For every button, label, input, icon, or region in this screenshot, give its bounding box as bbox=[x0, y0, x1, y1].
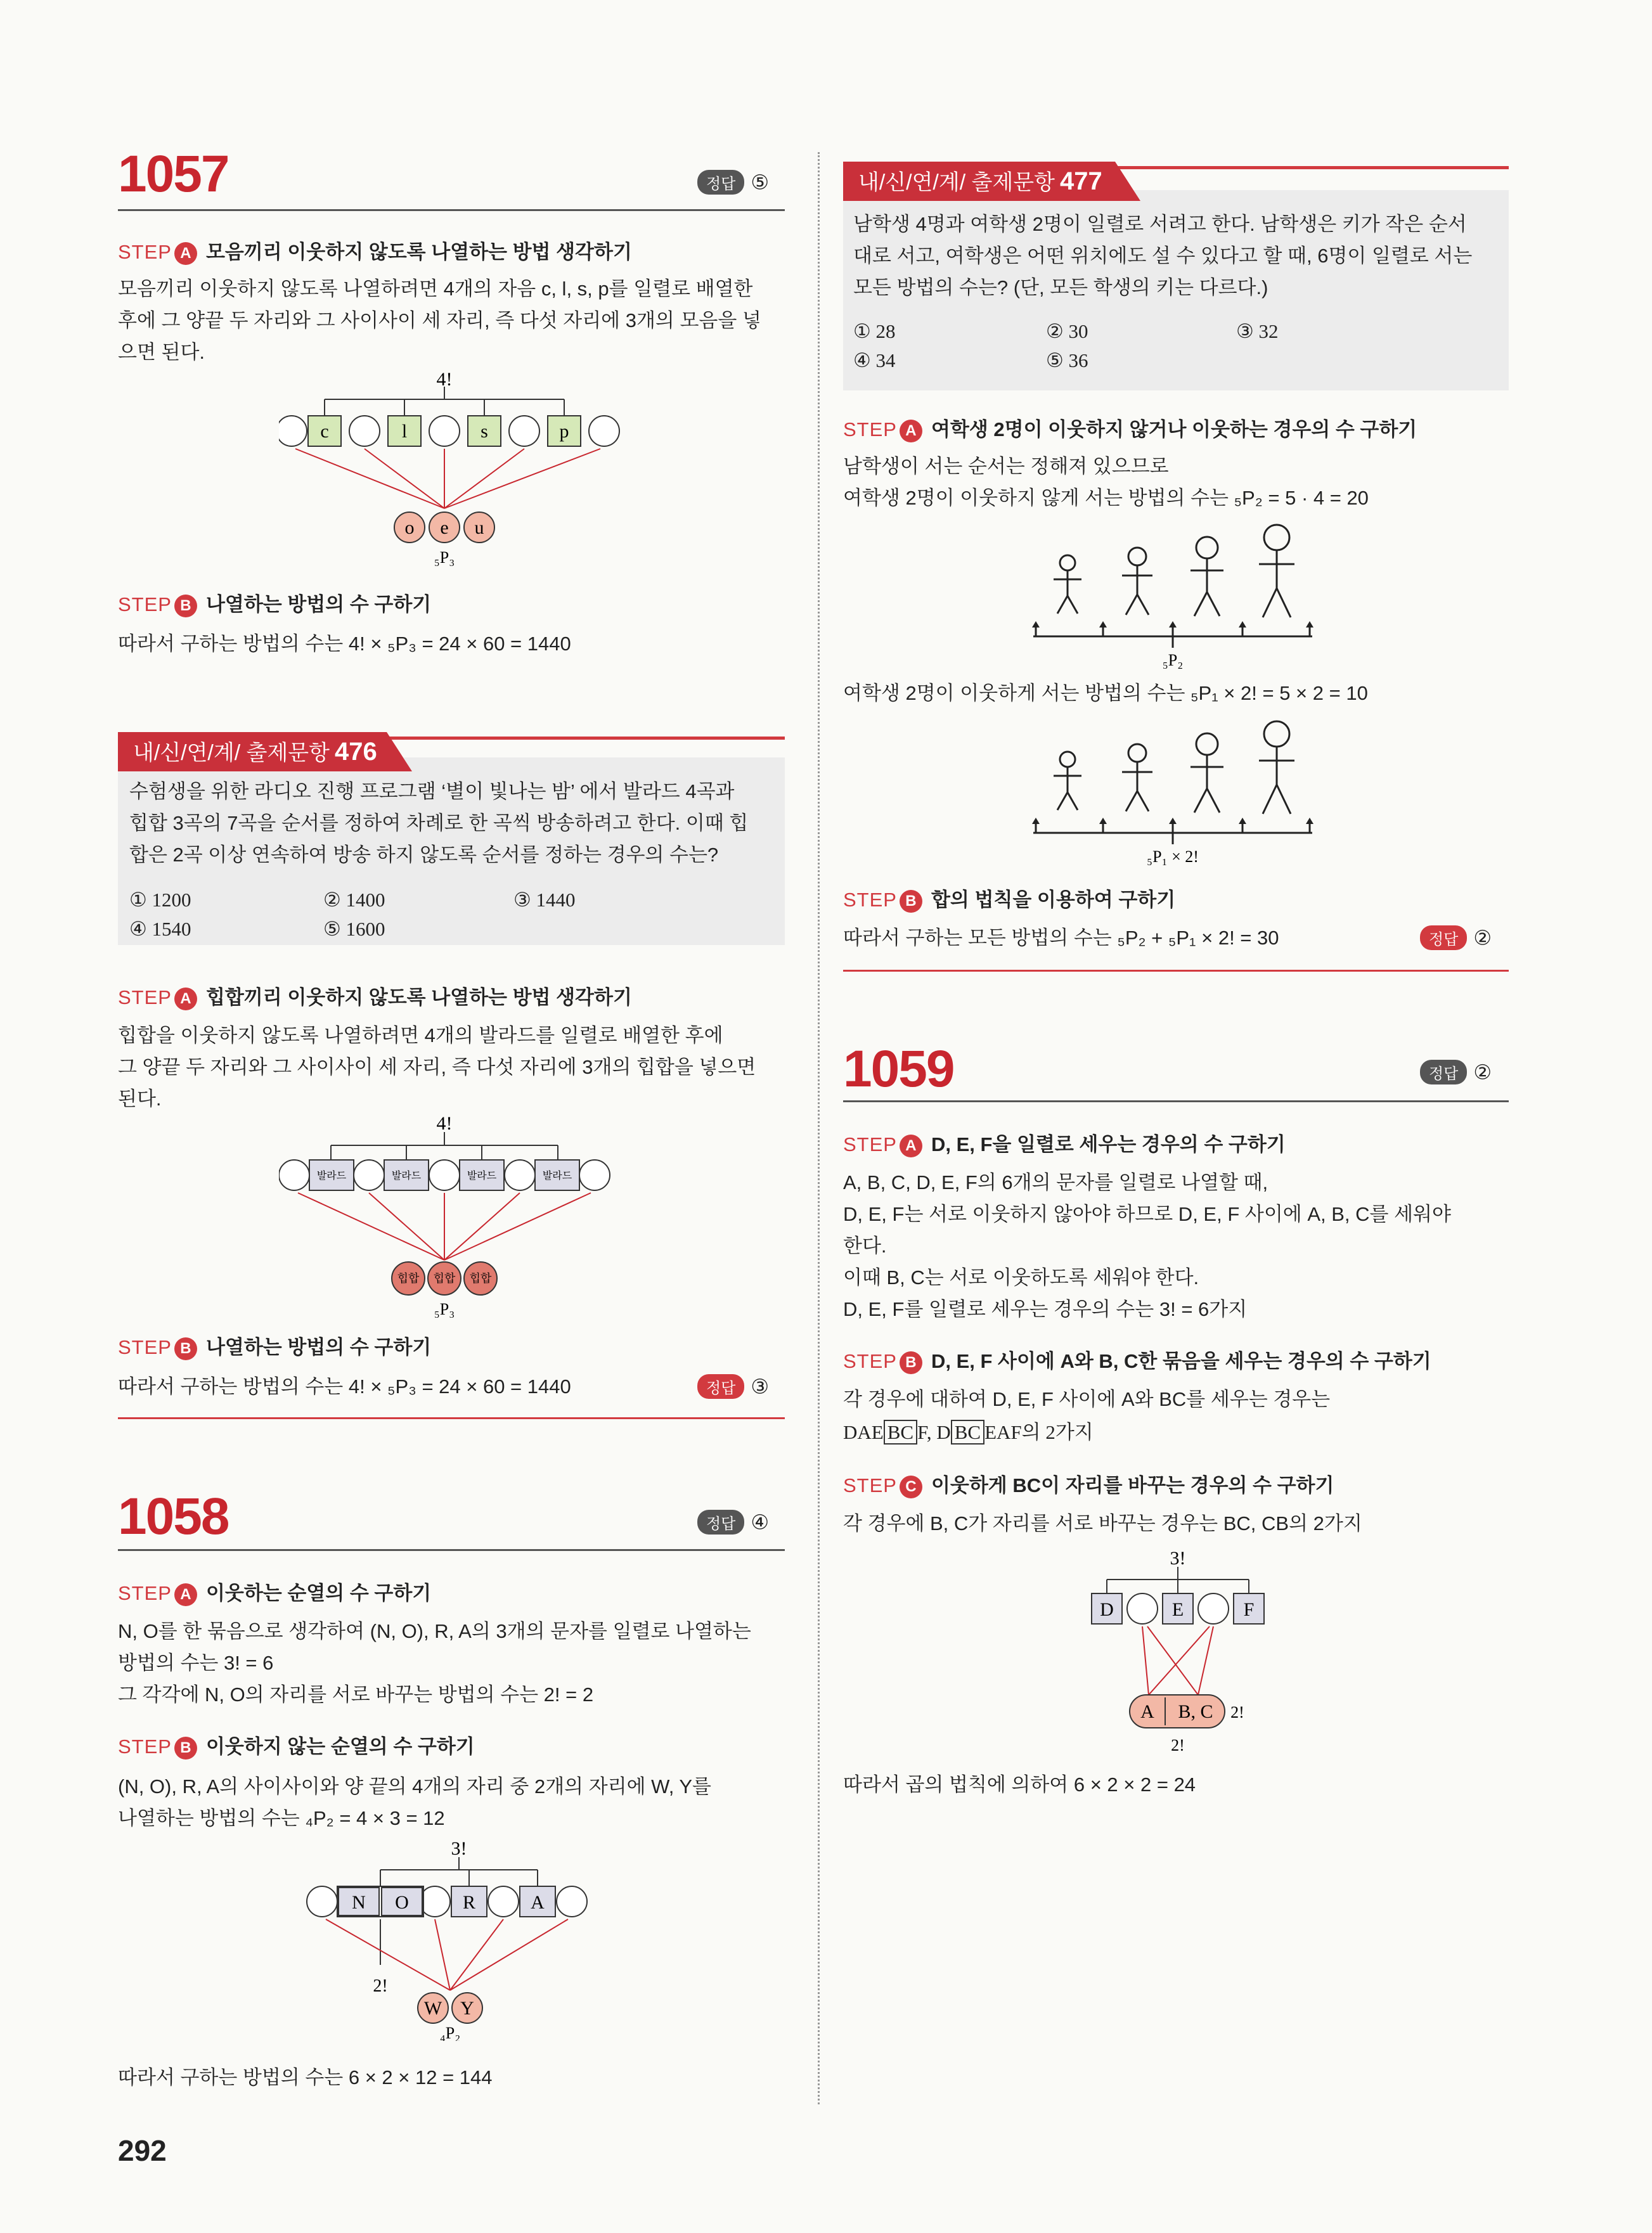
ballad-label: 발라드 bbox=[542, 1171, 572, 1181]
body-line: 모음끼리 이웃하지 않도록 나열하려면 4개의 자음 c, l, s, p를 일렬로 배열한 bbox=[118, 278, 753, 300]
step-b-heading: STEP B 나열하는 방법의 수 구하기 bbox=[118, 1331, 431, 1360]
choice-4: ④ 34 bbox=[853, 349, 896, 371]
answer-value: ⑤ bbox=[751, 171, 770, 194]
step-b-heading: STEP B 나열하는 방법의 수 구하기 bbox=[118, 588, 431, 617]
body-line: 그 각각에 N, O의 자리를 서로 바꾸는 방법의 수는 2! = 2 bbox=[118, 1683, 594, 1706]
factorial-label: 4! bbox=[436, 369, 453, 390]
result-line: 따라서 구하는 방법의 수는 4! × ₅P₃ = 24 × 60 = 1440 bbox=[118, 1375, 571, 1398]
ballad-label: 발라드 bbox=[316, 1171, 347, 1181]
ballad-label: 발라드 bbox=[467, 1171, 497, 1181]
result-line: 따라서 구하는 방법의 수는 6 × 2 × 12 = 144 bbox=[118, 2066, 493, 2088]
diagram-476 bbox=[279, 1110, 634, 1326]
answer-badge-1059: 정답 ② bbox=[1420, 1060, 1492, 1084]
choice-5: ⑤ 36 bbox=[1046, 349, 1088, 371]
step-a-heading: STEP A D, E, F을 일렬로 세우는 경우의 수 구하기 bbox=[843, 1128, 1286, 1157]
choice-3: ③ 32 bbox=[1236, 320, 1279, 342]
section-divider bbox=[118, 1417, 785, 1419]
permutation-label: ₅P₃ bbox=[434, 548, 455, 567]
consonant-s: s bbox=[481, 421, 488, 442]
hiphop-label: 힙합 bbox=[433, 1272, 456, 1285]
body-line: 여학생 2명이 이웃하게 서는 방법의 수는 ₅P₁ × 2! = 5 × 2 = 10 bbox=[843, 682, 1368, 704]
hiphop-label: 힙합 bbox=[397, 1272, 420, 1285]
figure-label: ₅P₂ bbox=[1162, 651, 1184, 669]
answer-badge-1058: 정답 ④ bbox=[697, 1510, 769, 1535]
letter-r: R bbox=[462, 1892, 476, 1913]
figure-nonadjacent bbox=[1027, 513, 1331, 678]
factorial-label: 3! bbox=[1170, 1548, 1186, 1569]
choice-2: ② 30 bbox=[1046, 320, 1088, 342]
letter-a: A bbox=[1140, 1701, 1154, 1722]
bc-box: BC bbox=[884, 1420, 917, 1445]
step-b-heading: STEP B 합의 법칙을 이용하여 구하기 bbox=[843, 884, 1175, 913]
letter-a: A bbox=[531, 1892, 545, 1913]
body-line: 으면 된다. bbox=[118, 341, 205, 363]
body-line: A, B, C, D, E, F의 6개의 문자를 일렬로 나열할 때, bbox=[843, 1171, 1268, 1194]
step-b-heading: STEP B 이웃하지 않는 순열의 수 구하기 bbox=[118, 1730, 475, 1760]
choice-3: ③ 1440 bbox=[513, 889, 576, 911]
letter-e: E bbox=[1171, 1599, 1184, 1620]
divider bbox=[118, 1549, 785, 1551]
body-line: 각 경우에 대하여 D, E, F 사이에 A와 BC를 세우는 경우는 bbox=[843, 1388, 1331, 1410]
step-a-heading: STEP A 모음끼리 이웃하지 않도록 나열하는 방법 생각하기 bbox=[118, 236, 632, 265]
body-line-arrangements: DAE BC F, D BC EAF의 2가지 bbox=[843, 1421, 1094, 1443]
swap-label: 2! bbox=[1230, 1703, 1244, 1721]
letter-w: W bbox=[423, 1998, 442, 2019]
letter-bc: B, C bbox=[1178, 1701, 1213, 1722]
letter-d: D bbox=[1100, 1599, 1114, 1620]
body-line: D, E, F를 일렬로 세우는 경우의 수는 3! = 6가지 bbox=[843, 1298, 1248, 1320]
step-a-heading: STEP A 여학생 2명이 이웃하지 않거나 이웃하는 경우의 수 구하기 bbox=[843, 413, 1417, 442]
letter-y: Y bbox=[460, 1998, 474, 2019]
diagram-1057 bbox=[279, 368, 634, 570]
choice-2: ② 1400 bbox=[323, 889, 385, 911]
vowel-e: e bbox=[440, 517, 449, 538]
consonant-p: p bbox=[559, 421, 569, 442]
question-line: 대로 서고, 여학생은 어떤 위치에도 설 수 있다고 할 때, 6명이 일렬로 서는 bbox=[853, 245, 1473, 267]
choice-5: ⑤ 1600 bbox=[323, 918, 385, 940]
divider bbox=[118, 209, 785, 211]
arrangement-label: 2! bbox=[1171, 1736, 1185, 1754]
answer-label: 정답 bbox=[697, 170, 744, 195]
factorial-label: 4! bbox=[436, 1113, 453, 1134]
permutation-label: ₅P₃ bbox=[434, 1300, 455, 1318]
result-line: 따라서 구하는 모든 방법의 수는 ₅P₂ + ₅P₁ × 2! = 30 bbox=[843, 927, 1279, 949]
bc-box: BC bbox=[951, 1420, 984, 1445]
body-line: 각 경우에 B, C가 자리를 서로 바꾸는 경우는 BC, CB의 2가지 bbox=[843, 1512, 1362, 1535]
banner-477: 내/신/연/계/ 출제문항 477 bbox=[843, 162, 1115, 201]
body-line: 남학생이 서는 순서는 정해져 있으므로 bbox=[843, 455, 1169, 477]
step-c-heading: STEP C 이웃하게 BC이 자리를 바꾸는 경우의 수 구하기 bbox=[843, 1469, 1334, 1498]
letter-n: N bbox=[352, 1892, 366, 1913]
letter-f: F bbox=[1243, 1599, 1255, 1620]
banner-476: 내/신/연/계/ 출제문항 476 bbox=[118, 732, 387, 771]
body-line: 한다. bbox=[843, 1235, 887, 1257]
body-line: N, O를 한 묶음으로 생각하여 (N, O), R, A의 3개의 문자를 일렬로 나열하는 bbox=[118, 1620, 751, 1642]
body-line: 이때 B, C는 서로 이웃하도록 세워야 한다. bbox=[843, 1266, 1199, 1289]
question-line: 합은 2곡 이상 연속하여 방송 하지 않도록 순서를 정하는 경우의 수는? bbox=[129, 844, 719, 866]
choice-4: ④ 1540 bbox=[129, 918, 191, 940]
step-a-heading: STEP A 이웃하는 순열의 수 구하기 bbox=[118, 1577, 431, 1606]
body-line: 힙합을 이웃하지 않도록 나열하려면 4개의 발라드를 일렬로 배열한 후에 bbox=[118, 1024, 723, 1046]
step-b-heading: STEP B D, E, F 사이에 A와 B, C한 묶음을 세우는 경우의 수 구하기 bbox=[843, 1345, 1431, 1374]
question-line: 힙합 3곡의 7곡을 순서를 정하여 차례로 한 곡씩 방송하려고 한다. 이때 힙 bbox=[129, 812, 749, 834]
answer-badge-477: 정답 ② bbox=[1420, 925, 1492, 950]
choice-1: ① 28 bbox=[853, 320, 896, 342]
question-line: 모든 방법의 수는? (단, 모든 학생의 키는 다르다.) bbox=[853, 276, 1268, 299]
body-line: 그 양끝 두 자리와 그 사이사이 세 자리, 즉 다섯 자리에 3개의 힙합을 넣으면 bbox=[118, 1056, 756, 1078]
factorial-label: 3! bbox=[451, 1838, 467, 1859]
answer-badge-1057 bbox=[697, 170, 769, 195]
choice-1: ① 1200 bbox=[129, 889, 191, 911]
body-line: D, E, F는 서로 이웃하지 않아야 하므로 D, E, F 사이에 A, B, C를 세워야 bbox=[843, 1203, 1451, 1225]
problem-number-1059: 1059 bbox=[843, 1040, 954, 1098]
hiphop-label: 힙합 bbox=[469, 1272, 492, 1285]
result-line: 따라서 구하는 방법의 수는 4! × ₅P₃ = 24 × 60 = 1440 bbox=[118, 633, 571, 655]
answer-badge-476: 정답 ③ bbox=[697, 1374, 769, 1399]
body-line: 후에 그 양끝 두 자리와 그 사이사이 세 자리, 즉 다섯 자리에 3개의 모음을 넣 bbox=[118, 309, 761, 331]
figure-label: ₅P₁ × 2! bbox=[1147, 847, 1199, 866]
problem-number-1057: 1057 bbox=[118, 145, 229, 203]
body-line: 여학생 2명이 이웃하지 않게 서는 방법의 수는 ₅P₂ = 5 · 4 = 20 bbox=[843, 487, 1369, 509]
vowel-u: u bbox=[474, 517, 484, 538]
letter-o: O bbox=[395, 1892, 409, 1913]
body-line: 방법의 수는 3! = 6 bbox=[118, 1652, 274, 1674]
figure-adjacent bbox=[1027, 710, 1331, 875]
consonant-l: l bbox=[401, 421, 408, 442]
column-divider bbox=[818, 152, 820, 2104]
diagram-1058 bbox=[298, 1838, 615, 2041]
page-number: 292 bbox=[118, 2134, 167, 2167]
result-line: 따라서 곱의 법칙에 의하여 6 × 2 × 2 = 24 bbox=[843, 1773, 1196, 1796]
divider bbox=[843, 1100, 1509, 1102]
step-a-heading: STEP A 힙합끼리 이웃하지 않도록 나열하는 방법 생각하기 bbox=[118, 981, 632, 1010]
permutation-label: ₄P₂ bbox=[439, 2024, 461, 2041]
vowel-o: o bbox=[404, 517, 415, 538]
section-divider bbox=[843, 970, 1509, 972]
body-line: 나열하는 방법의 수는 ₄P₂ = 4 × 3 = 12 bbox=[118, 1807, 445, 1829]
question-line: 수험생을 위한 라디오 진행 프로그램 ‘별이 빛나는 밤’ 에서 발라드 4곡과 bbox=[129, 780, 735, 802]
question-line: 남학생 4명과 여학생 2명이 일렬로 서려고 한다. 남학생은 키가 작은 순서 bbox=[853, 213, 1467, 235]
body-line: 된다. bbox=[118, 1088, 162, 1110]
swap-label: 2! bbox=[373, 1976, 388, 1996]
body-line: (N, O), R, A의 사이사이와 양 끝의 4개의 자리 중 2개의 자리에 W, Y를 bbox=[118, 1775, 711, 1798]
problem-number-1058: 1058 bbox=[118, 1488, 229, 1545]
diagram-1059 bbox=[1071, 1544, 1287, 1760]
consonant-c: c bbox=[320, 421, 329, 442]
ballad-label: 발라드 bbox=[391, 1171, 422, 1181]
